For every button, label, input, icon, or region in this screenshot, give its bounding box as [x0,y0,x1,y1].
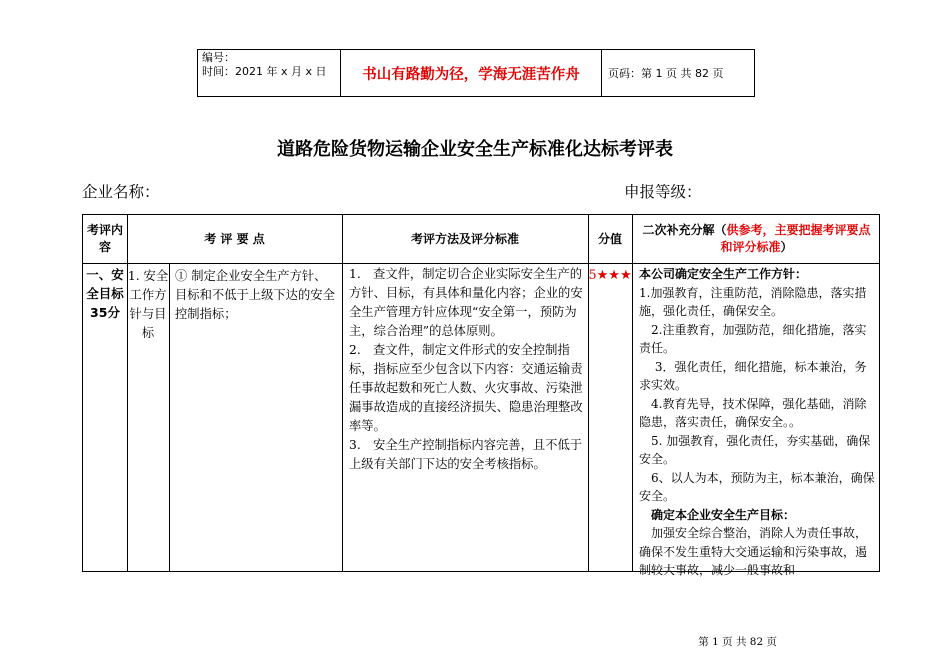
row-category: 一、安全目标35分 [86,267,124,320]
row-score: 5★★★ [588,268,632,283]
supplement-line: 4.教育先导，技术保障，强化基础，消除隐患，落实责任，确保安全。。 [639,396,867,429]
supplement-line: 6、以人为本，预防为主，标本兼治，确保安全。 [639,470,875,503]
row-supplement [639,265,877,580]
header-content: 考评内容 [87,223,124,254]
row-item: 1. 安全工作方针与目标 [127,269,169,340]
page-footer: 第 1 页 共 82 页 [698,636,777,648]
column-divider [169,263,170,571]
method-item: 1. 查文件，制定切合企业实际安全生产的方针、目标，有具体和量化内容；企业的安全生产管理方针应体现“安全第一，预防为主，综合治理”的总体原则。 [349,267,583,338]
method-item: 3. 安全生产控制指标内容完善，且不低于上级有关部门下达的安全考核指标。 [349,438,583,471]
supplement-note: 供参考，主要把握考评要点和评分标准 [720,223,871,254]
header-methods: 考评方法及评分标准 [410,231,519,246]
supplement-line: 2.注重教育，加强防范，细化措施，落实责任。 [639,322,867,355]
supplement-line: 1.加强教育，注重防范，消除隐患，落实措施，强化责任，确保安全。 [639,285,867,318]
supplement-line: 5. 加强教育，强化责任，夯实基础，确保安全。 [639,433,871,466]
level-label: 申报等级： [624,183,702,201]
header-divider [83,263,879,264]
row-methods [349,265,587,474]
header-score: 分值 [597,231,622,246]
document-title: 道路危险货物运输企业安全生产标准化达标考评表 [277,139,673,160]
header-points: 考 评 要 点 [204,231,265,246]
column-divider [342,215,343,571]
company-name-label: 企业名称： [82,183,160,201]
supplement-line: 确定本企业安全生产目标： [639,507,796,522]
supplement-line: 加强安全综合整治，消除人为责任事故，确保不发生重特大交通运输和污染事故，遏制较大事故，减少一般事故和 [639,526,868,577]
method-item: 2. 查文件，制定文件形式的安全控制指标，指标应至少包含以下内容：交通运输责任事故起数和死亡人数、火灾事故、污染泄漏事故造成的直接经济损失、隐患治理整改率等。 [349,343,583,433]
evaluation-table [82,214,880,577]
header-page-code: 页码：第 1 页 共 82 页 [608,67,724,80]
column-divider [632,215,633,571]
row-point: ① 制定企业安全生产方针、目标和不低于上级下达的安全控制指标； [175,269,335,321]
time-label: 时间：2021 年 x 月 x 日 [202,65,327,78]
header-motto: 书山有路勤为径，学海无涯苦作舟 [341,50,602,96]
supplement-line: 3．强化责任，细化措施，标本兼治，务求实效。 [639,359,867,392]
header-box [197,49,755,97]
header-info [198,50,341,96]
header-supplement: 二次补充分解（供参考，主要把握考评要点和评分标准） [642,223,871,254]
supplement-line: 本公司确定安全生产工作方针： [639,267,808,281]
number-label: 编号： [202,51,235,64]
